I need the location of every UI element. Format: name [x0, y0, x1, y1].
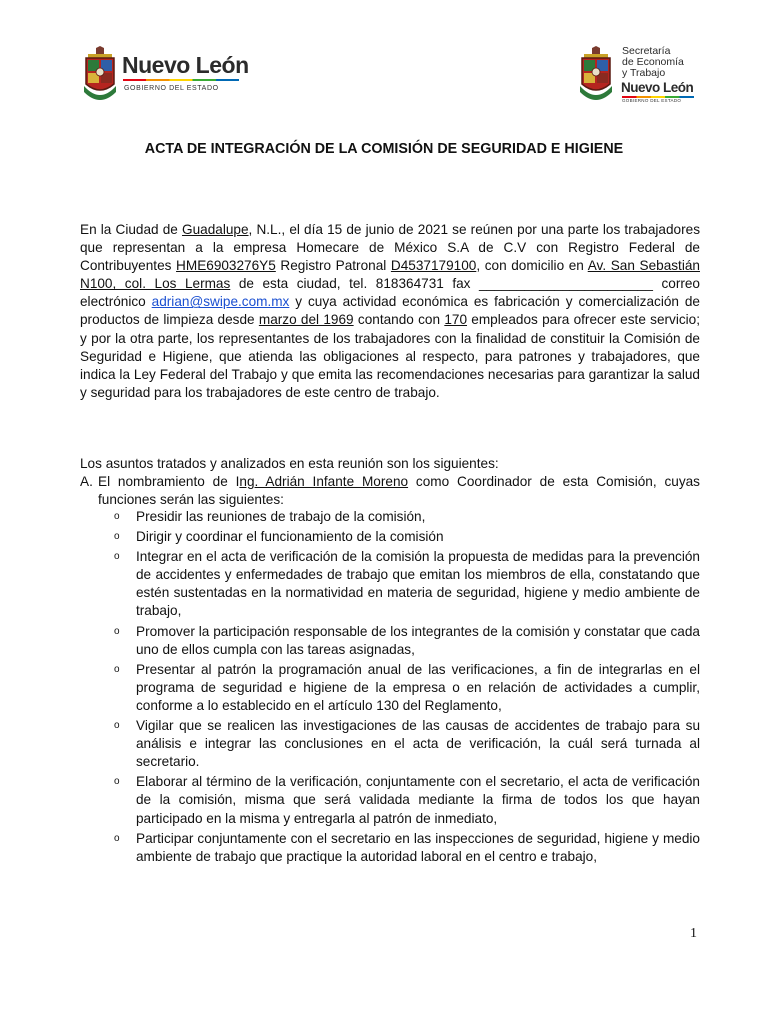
- list-item: [112, 508, 700, 526]
- email-link[interactable]: adrian@swipe.com.mx: [151, 294, 290, 310]
- paragraph-text: contando con: [353, 312, 445, 328]
- bullet-marker: o: [114, 625, 120, 637]
- secretaria-line-2: de Economía: [622, 56, 684, 68]
- brand-subtitle: GOBIERNO DEL ESTADO: [622, 98, 682, 103]
- bullet-marker: o: [114, 776, 120, 788]
- list-item-text: Integrar en el acta de verificación de la comisión la propuesta de medidas para la prevención de accidentes y enfermedades de trabajo que emitan los miembros de ella, constatando que estén sustentadas en la normatividad en materia de seguridad, higiene y medio ambiente de trabajo,: [136, 549, 700, 619]
- bullet-marker: o: [114, 511, 120, 522]
- item-a-label: A.: [80, 474, 93, 489]
- city-field: Guadalupe: [182, 222, 249, 237]
- employees-count-field: 170: [444, 312, 468, 328]
- list-item-text: Participar conjuntamente con el secretario en las inspecciones de seguridad, higiene y medio ambiente de trabajo que practique la autoridad laboral en el centro e trabajo,: [136, 830, 700, 864]
- list-item: [112, 661, 700, 715]
- document-title: ACTA DE INTEGRACIÓN DE LA COMISIÓN DE SEGURIDAD E HIGIENE: [144, 141, 624, 157]
- bullet-marker: o: [114, 832, 120, 844]
- secretaria-line-1: Secretaría: [622, 45, 671, 57]
- list-item-text: Dirigir y coordinar el funcionamiento de la comisión: [136, 529, 444, 545]
- intro-paragraph: [80, 221, 700, 402]
- paragraph-text: , N.L., el día 15 de junio de 2021 se reúnen por una parte los trabajadores que representan a la empresa Homecare de México S.A de C.V con Registro Federal de Contribuyentes: [80, 222, 700, 274]
- secretaria-line-3: y Trabajo: [622, 67, 666, 79]
- item-a-text-part: El nombramiento de I: [98, 474, 240, 489]
- list-item: [112, 773, 700, 827]
- paragraph-text: empleados para ofrecer este servicio; y por la otra parte, los representantes de los trabajadores con la finalidad de constituir la Comisión de Seguridad e Higiene, que atienda las obligaciones al respecto, para patrones y trabajadores, que indica la Ley Federal del Trabajo y que emita las recomendaciones necesarias para garantizar la salud y seguridad para los trabajadores de este centro de trabajo.: [80, 312, 701, 400]
- coordinator-name: ng. Adrián Infante Moreno: [239, 474, 409, 489]
- list-item: [112, 717, 700, 771]
- list-item-text: Presidir las reuniones de trabajo de la comisión,: [136, 509, 426, 524]
- bullet-marker: o: [114, 720, 120, 732]
- bullet-marker: o: [114, 531, 120, 543]
- bullet-marker: o: [114, 663, 120, 675]
- list-item-text: Promover la participación responsable de los integrantes de la comisión y constatar que cada uno de ellos cumpla con las tareas asignadas,: [136, 623, 700, 657]
- registro-patronal-field: D4537179100: [390, 258, 477, 274]
- list-item: [112, 830, 700, 866]
- paragraph-text: de esta ciudad, tel. 818364731 fax: [230, 276, 480, 292]
- item-a-text-part: como Coordinador de esta Comisión, cuyas funciones serán las siguientes:: [98, 474, 700, 508]
- secretaria-economia-logo: [578, 44, 698, 106]
- item-a-text: [98, 473, 700, 509]
- paragraph-text: y cuya actividad económica es fabricación y comercialización de productos de limpieza desde: [80, 294, 700, 328]
- bullet-marker: o: [114, 551, 120, 563]
- coat-of-arms-icon: [578, 46, 614, 104]
- fax-blank-field: _______________________: [479, 276, 653, 292]
- page-number: 1: [690, 926, 697, 941]
- paragraph-text: Registro Patronal: [275, 258, 391, 274]
- paragraph-text: , con domicilio en: [476, 258, 588, 274]
- list-item-text: Elaborar al término de la verificación, conjuntamente con el secretario, el acta de verificación de la comisión, misma que será validada mediante la firma de todos los que hayan participado en la misma y entregarla al patrón de inmediato,: [136, 774, 700, 826]
- topics-intro: Los asuntos tratados y analizados en esta reunión son los siguientes:: [80, 456, 499, 471]
- brand-subtitle: GOBIERNO DEL ESTADO: [124, 85, 219, 92]
- list-item: [112, 548, 700, 620]
- nuevo-leon-logo: [80, 46, 250, 104]
- paragraph-text: correo electrónico: [80, 276, 700, 310]
- list-item: [112, 528, 700, 546]
- brand-name: Nuevo León: [621, 80, 694, 95]
- item-a: [80, 473, 700, 509]
- list-item-text: Vigilar que se realicen las investigaciones de las causas de accidentes de trabajo para su análisis e integrar las conclusiones en el acta de verificación, la cuál será turnada al secretario.: [136, 718, 700, 770]
- address-field: Av. San Sebastián N100, col. Los Lermas: [80, 258, 700, 292]
- coordinator-functions-list: [112, 508, 700, 868]
- brand-name: Nuevo León: [122, 52, 249, 78]
- list-item-text: Presentar al patrón la programación anual de las verificaciones, a fin de integrarlas en el programa de seguridad e higiene de la empresa o en relación de actividades a cumplir, conforme a lo establecido en el artículo 130 del Reglamento,: [136, 661, 700, 713]
- rfc-field: HME6903276Y5: [176, 258, 276, 274]
- coat-of-arms-icon: [82, 46, 118, 104]
- list-item: [112, 623, 700, 659]
- brand-color-bar: [123, 79, 239, 81]
- since-date-field: marzo del 1969: [258, 312, 354, 328]
- paragraph-text: En la Ciudad de: [80, 222, 183, 237]
